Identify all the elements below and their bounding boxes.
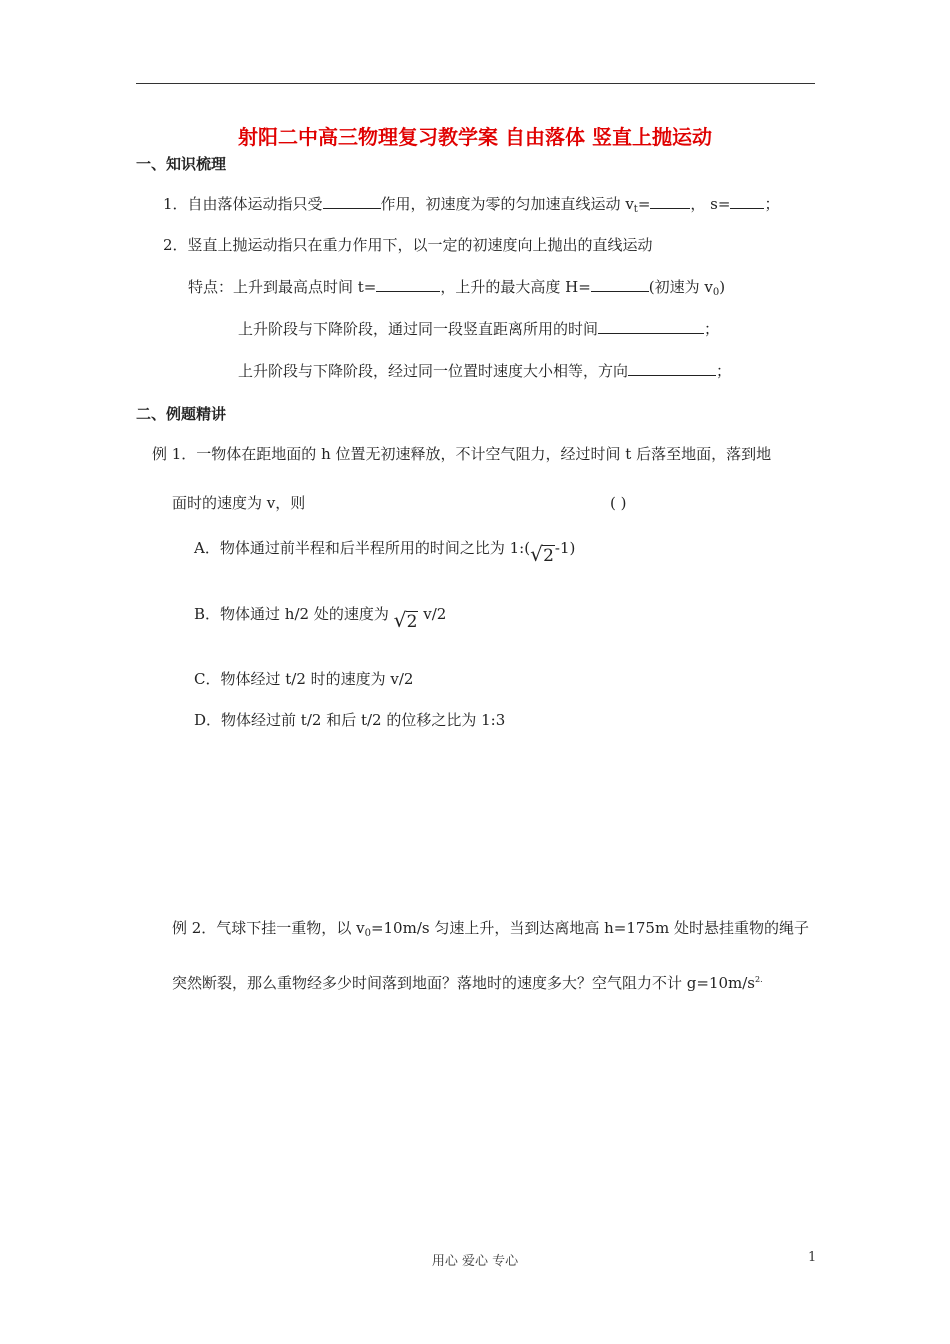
item-1: 1．自由落体运动指只受 作用，初速度为零的匀加速直线运动 $v_t=$ ， s= ； bbox=[163, 195, 780, 215]
blank-vt bbox=[650, 194, 690, 209]
example-1-line-1: 例 1．一物体在距地面的 h 位置无初速释放，不计空气阻力，经过时间 t 后落至地面，落到地 bbox=[152, 445, 772, 463]
sqrt-symbol: √ 2 bbox=[530, 542, 554, 566]
option-b: B．物体通过 h/2 处的速度为 √ 2 v/2 bbox=[194, 605, 447, 632]
item-2: 2．竖直上抛运动指只在重力作用下，以一定的初速度向上抛出的直线运动 bbox=[163, 236, 653, 254]
blank-force bbox=[323, 194, 381, 209]
option-a: A．物体通过前半程和后半程所用的时间之比为 1:( √ 2-1) bbox=[194, 539, 576, 566]
sqrt-symbol: √ 2 bbox=[393, 608, 418, 632]
blank-time bbox=[376, 277, 440, 292]
option-d: D．物体经过前 t/2 和后 t/2 的位移之比为 1:3 bbox=[194, 711, 506, 729]
blank-direction bbox=[628, 361, 716, 376]
feature-line-3: 上升阶段与下降阶段，经过同一位置时速度大小相等，方向 ； bbox=[238, 362, 732, 380]
blank-s bbox=[730, 194, 764, 209]
section-heading-2: 二、例题精讲 bbox=[136, 405, 227, 423]
example-2-line-1: 例 2．气球下挂一重物，以 $v_0=10m/s$ 匀速上升，当到达离地高 h=175m 处时悬挂重物的绳子 bbox=[172, 919, 809, 939]
example-2-line-2: 突然断裂，那么重物经多少时间落到地面？落地时的速度多大？空气阻力不计 $g=10m/s^{2.}$ bbox=[172, 974, 763, 992]
blank-height bbox=[591, 277, 649, 292]
section-heading-1: 一、知识梳理 bbox=[136, 155, 227, 173]
option-c: C．物体经过 t/2 时的速度为 v/2 bbox=[194, 670, 414, 688]
feature-line-2: 上升阶段与下降阶段，通过同一段竖直距离所用的时间 ； bbox=[238, 320, 720, 338]
feature-line: 特点：上升到最高点时间 t= ，上升的最大高度 H= (初速为 $v_0$) bbox=[188, 278, 726, 298]
example-1-line-2: 面时的速度为 v，则 bbox=[172, 494, 306, 512]
page-number: 1 bbox=[808, 1250, 817, 1265]
page-title: 射阳二中高三物理复习教学案 自由落体 竖直上抛运动 bbox=[238, 125, 712, 149]
blank-equal-time bbox=[598, 319, 704, 334]
header-rule bbox=[136, 83, 815, 84]
footer-text: 用心 爱心 专心 bbox=[431, 1254, 519, 1269]
answer-paren: ( ) bbox=[610, 494, 627, 512]
